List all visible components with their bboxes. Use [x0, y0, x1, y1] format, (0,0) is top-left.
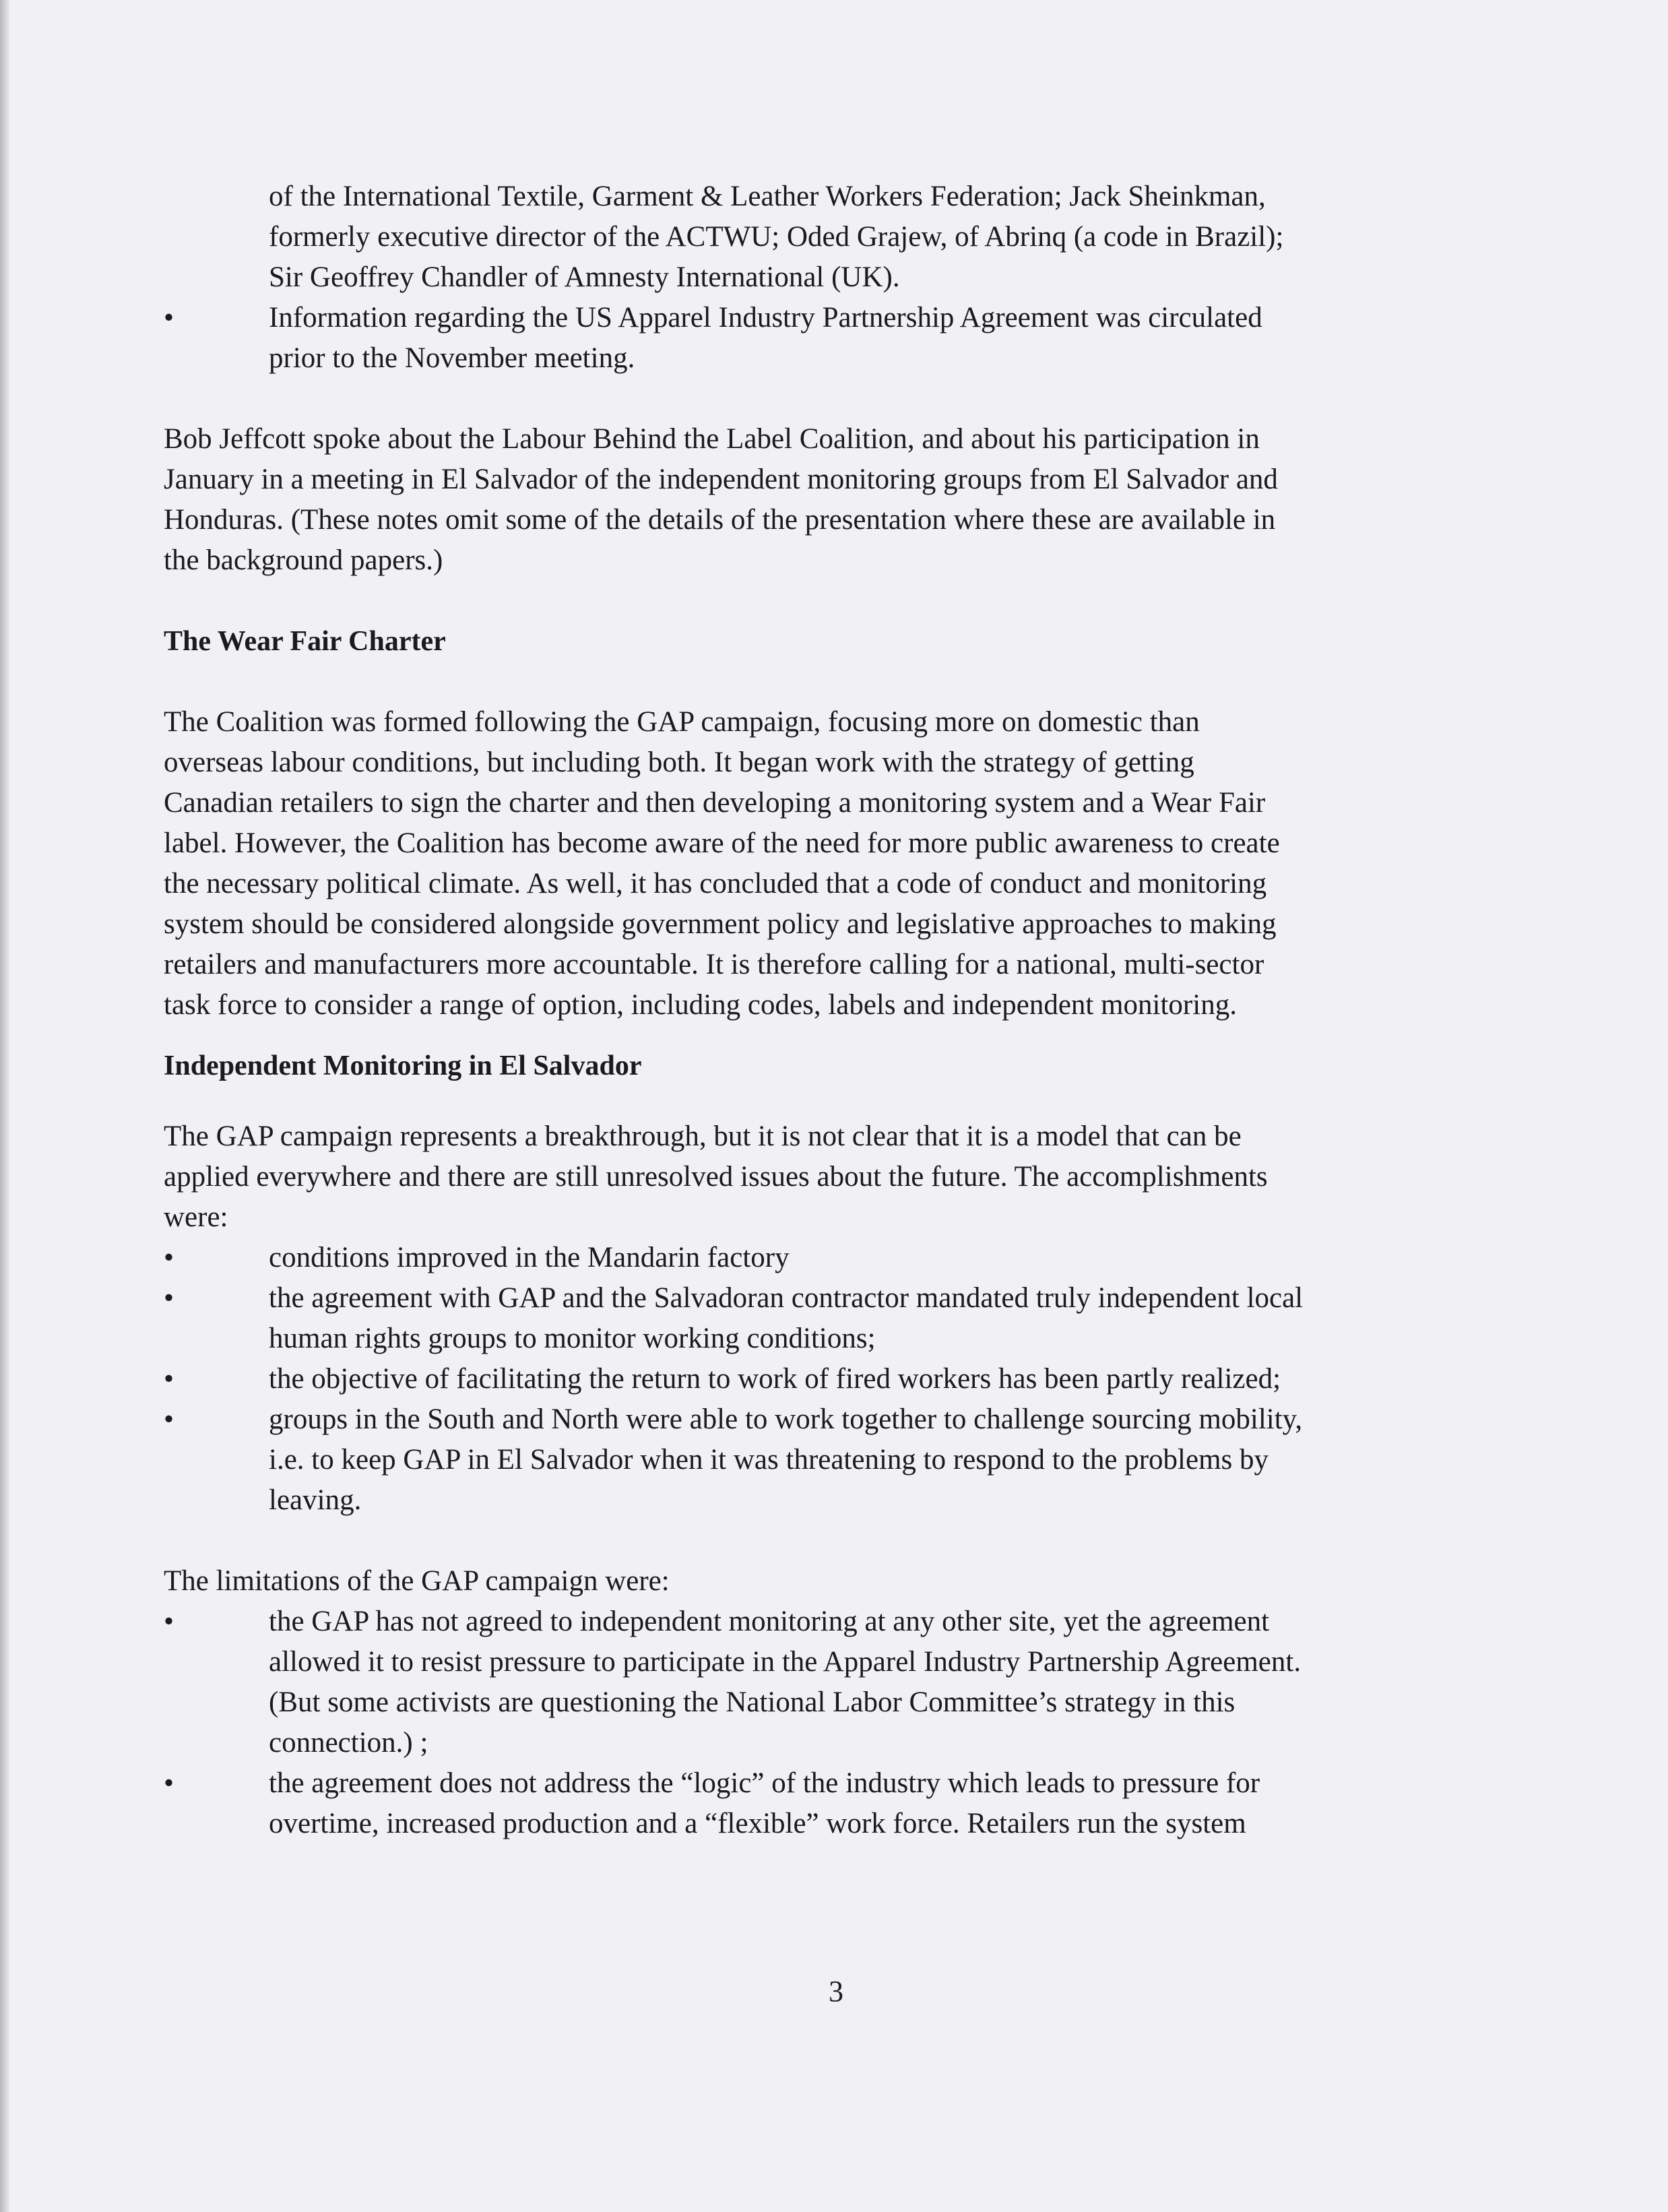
bullet-icon: •	[164, 302, 174, 334]
text-line: task force to consider a range of option, including codes, labels and independent monitoring.	[164, 989, 1237, 1021]
bullet-icon: •	[164, 1282, 174, 1314]
limitations-intro: The limitations of the GAP campaign were:	[164, 1565, 670, 1597]
bullet-icon: •	[164, 1403, 174, 1435]
bullet-icon: •	[164, 1767, 174, 1799]
text-line: groups in the South and North were able to work together to challenge sourcing mobility,	[269, 1403, 1303, 1435]
section-heading-charter: The Wear Fair Charter	[164, 626, 446, 657]
text-line: human rights groups to monitor working conditions;	[269, 1323, 876, 1354]
text-line: prior to the November meeting.	[269, 342, 635, 374]
page-content	[164, 177, 1504, 1844]
text-line: the objective of facilitating the return to work of fired workers has been partly realized;	[269, 1363, 1281, 1395]
text-line: Honduras. (These notes omit some of the details of the presentation where these are available in	[164, 504, 1276, 536]
accomplishments-list	[164, 1238, 1504, 1521]
text-line: retailers and manufacturers more accountable. It is therefore calling for a national, multi-sector	[164, 949, 1264, 980]
text-line: system should be considered alongside government policy and legislative approaches to making	[164, 908, 1277, 940]
text-line: connection.) ;	[269, 1727, 428, 1759]
text-line: Information regarding the US Apparel Industry Partnership Agreement was circulated	[269, 302, 1262, 334]
text-line: the GAP has not agreed to independent monitoring at any other site, yet the agreement	[269, 1606, 1270, 1637]
scan-edge	[0, 0, 9, 2212]
text-line: the agreement does not address the “logic” of the industry which leads to pressure for	[269, 1767, 1260, 1799]
text-line: label. However, the Coalition has become aware of the need for more public awareness to create	[164, 827, 1280, 859]
text-line: applied everywhere and there are still unresolved issues about the future. The accomplishments	[164, 1161, 1268, 1193]
text-line: the agreement with GAP and the Salvadoran contractor mandated truly independent local	[269, 1282, 1304, 1314]
limitations-list	[164, 1602, 1504, 1844]
page-number: 3	[829, 1975, 843, 2008]
text-line: of the International Textile, Garment & Leather Workers Federation; Jack Sheinkman,	[269, 181, 1266, 212]
list-item	[164, 1359, 1504, 1399]
section-heading-monitoring: Independent Monitoring in El Salvador	[164, 1050, 642, 1081]
list-item	[164, 1602, 1504, 1763]
text-line: formerly executive director of the ACTWU; Oded Grajew, of Abrinq (a code in Brazil);	[269, 221, 1284, 253]
text-line: the necessary political climate. As well, it has concluded that a code of conduct and monitoring	[164, 868, 1267, 899]
text-line: The GAP campaign represents a breakthrough, but it is not clear that it is a model that can be	[164, 1120, 1242, 1152]
list-item	[164, 1763, 1504, 1844]
text-line: Sir Geoffrey Chandler of Amnesty International (UK).	[269, 261, 900, 293]
bullet-icon: •	[164, 1606, 174, 1637]
intro-continuation	[269, 177, 1504, 298]
bullet-icon: •	[164, 1242, 174, 1273]
text-line: allowed it to resist pressure to participate in the Apparel Industry Partnership Agreement.	[269, 1646, 1302, 1678]
list-item	[164, 1278, 1504, 1359]
bullet-icon: •	[164, 1363, 174, 1395]
text-line: conditions improved in the Mandarin factory	[269, 1242, 790, 1273]
text-line: Canadian retailers to sign the charter and then developing a monitoring system and a Wear Fair	[164, 787, 1266, 819]
text-line: January in a meeting in El Salvador of the independent monitoring groups from El Salvador and	[164, 464, 1278, 495]
text-line: the background papers.)	[164, 544, 443, 576]
text-line: were:	[164, 1201, 228, 1233]
text-line: overseas labour conditions, but including both. It began work with the strategy of getting	[164, 747, 1194, 778]
text-line: overtime, increased production and a “flexible” work force. Retailers run the system	[269, 1808, 1246, 1839]
bullet-item	[164, 298, 1504, 379]
text-line: Bob Jeffcott spoke about the Labour Behind the Label Coalition, and about his participation in	[164, 423, 1260, 455]
text-line: i.e. to keep GAP in El Salvador when it was threatening to respond to the problems by	[269, 1444, 1269, 1476]
paragraph-charter	[164, 702, 1504, 1025]
list-item	[164, 1238, 1504, 1278]
text-line: The Coalition was formed following the GAP campaign, focusing more on domestic than	[164, 706, 1200, 738]
text-line: leaving.	[269, 1484, 362, 1516]
text-line: (But some activists are questioning the National Labor Committee’s strategy in this	[269, 1686, 1236, 1718]
paragraph-jeffcott	[164, 419, 1504, 581]
paragraph-gap	[164, 1116, 1504, 1238]
list-item	[164, 1399, 1504, 1521]
